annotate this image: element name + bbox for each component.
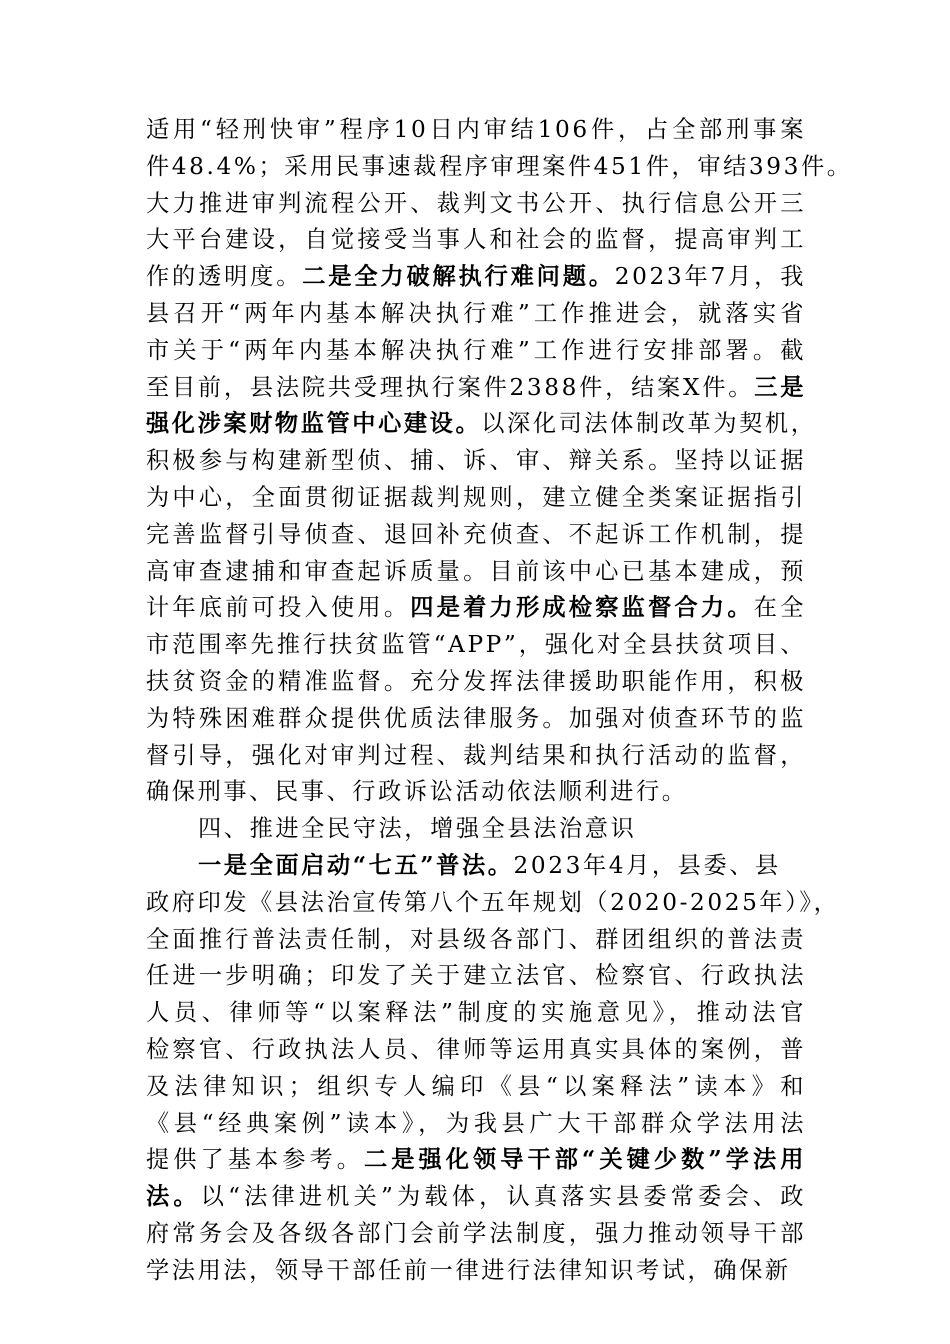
text-run: 为中心，全面贯彻证据裁判规则，建立健全类案证据指引 — [146, 483, 806, 511]
bold-run: 四是着力形成检察监督合力。 — [410, 594, 754, 622]
text-run: 高审查逮捕和审查起诉质量。目前该中心已基本建成，预 — [146, 557, 806, 585]
text-run: 件48.4%；采用民事速裁程序审理案件451件，审结393件。 — [146, 152, 853, 180]
bold-run: 强化涉案财物监管中心建设。 — [146, 410, 482, 438]
text-line — [146, 848, 806, 885]
text-run: 全面推行普法责任制，对县级各部门、群团组织的普法责 — [146, 925, 806, 953]
bold-run: 法。 — [146, 1183, 201, 1211]
text-run: 检察官、行政执法人员、律师等运用真实具体的案例，普 — [146, 1035, 806, 1063]
text-line — [146, 811, 806, 848]
text-line — [146, 149, 853, 186]
text-line — [146, 590, 806, 627]
text-line — [146, 259, 806, 296]
text-line — [146, 1106, 806, 1143]
text-run: 市关于“两年内基本解决执行难”工作进行安排部署。截 — [146, 336, 806, 364]
text-run: 大力推进审判流程公开、裁判文书公开、执行信息公开三 — [146, 189, 806, 217]
bold-run: 三是 — [754, 373, 807, 401]
text-run: 为特殊困难群众提供优质法律服务。加强对侦查环节的监 — [146, 704, 806, 732]
text-run: 以深化司法体制改革为契机， — [481, 410, 817, 438]
text-run: 以“法律进机关”为载体，认真落实县委常委会、政 — [200, 1183, 806, 1211]
text-line — [146, 1253, 806, 1290]
text-line — [146, 738, 806, 775]
text-run: 作的透明度。 — [146, 263, 303, 291]
text-run: 市范围率先推行扶贫监管“APP”，强化对全县扶贫项目、 — [146, 631, 806, 659]
text-line — [146, 701, 806, 738]
paragraph — [146, 811, 806, 848]
text-run: 政府印发《县法治宣传第八个五年规划（2020-2025年）》， — [146, 888, 840, 916]
text-line — [146, 333, 806, 370]
bold-run: 一是全面启动“七五”普法。 — [198, 851, 514, 879]
text-run: 完善监督引导侦查、退回补充侦查、不起诉工作机制，提 — [146, 520, 806, 548]
text-line — [146, 1179, 806, 1216]
text-run: 适用“轻刑快审”程序10日内审结106件，占全部刑事案 — [146, 116, 806, 143]
text-run: 在全 — [753, 594, 806, 622]
document-body — [146, 112, 853, 1290]
text-line — [146, 885, 840, 922]
text-run: 确保刑事、民事、行政诉讼活动依法顺利进行。 — [146, 778, 688, 806]
paragraph — [146, 885, 840, 1290]
text-run: 积极参与构建新型侦、捕、诉、审、辩关系。坚持以证据 — [146, 447, 806, 475]
text-run: 任进一步明确；印发了关于建立法官、检察官、行政执法 — [146, 962, 806, 990]
text-line — [146, 1216, 806, 1253]
text-line — [146, 480, 806, 517]
text-line — [146, 296, 806, 333]
text-run: 府常务会及各级各部门会前学法制度，强力推动领导干部 — [146, 1219, 806, 1247]
text-line — [146, 406, 817, 443]
text-line — [146, 958, 806, 995]
text-run: 扶贫资金的精准监督。充分发挥法律援助职能作用，积极 — [146, 667, 806, 695]
text-run: 提供了基本参考。 — [146, 1146, 364, 1174]
text-line — [146, 1069, 806, 1106]
text-line — [146, 370, 806, 407]
text-line — [146, 112, 806, 149]
text-line — [146, 517, 806, 554]
text-line — [146, 1032, 806, 1069]
paragraph — [146, 112, 853, 811]
text-run: 计年底前可投入使用。 — [146, 594, 411, 622]
text-line — [146, 627, 806, 664]
paragraph — [146, 848, 806, 885]
text-run: 《县“经典案例”读本》，为我县广大干部群众学法用法 — [146, 1109, 806, 1137]
text-run: 大平台建设，自觉接受当事人和社会的监督，提高审判工 — [146, 226, 806, 254]
text-line — [146, 664, 806, 701]
text-run: 及法律知识；组织专人编印《县“以案释法”读本》和 — [146, 1072, 806, 1100]
text-line — [146, 922, 806, 959]
text-line — [146, 554, 806, 591]
text-run: 2023年7月，我 — [614, 263, 806, 291]
bold-run: 二是强化领导干部“关键少数”学法用 — [363, 1146, 806, 1174]
text-run: 督引导，强化对审判过程、裁判结果和执行活动的监督， — [146, 741, 806, 769]
text-line — [146, 443, 806, 480]
text-run: 学法用法，领导干部任前一律进行法律知识考试，确保新 — [146, 1256, 791, 1284]
text-line — [146, 774, 806, 811]
text-run: 四、推进全民守法，增强全县法治意识 — [198, 815, 637, 843]
text-run: 人员、律师等“以案释法”制度的实施意见》，推动法官 — [146, 999, 806, 1027]
text-line — [146, 995, 806, 1032]
text-run: 至目前，县法院共受理执行案件2388件，结案X件。 — [146, 373, 755, 401]
text-line — [146, 186, 806, 223]
text-line — [146, 1142, 806, 1179]
text-line — [146, 222, 806, 259]
text-run: 县召开“两年内基本解决执行难”工作推进会，就落实省 — [146, 299, 806, 327]
text-run: 2023年4月，县委、县 — [513, 851, 781, 879]
bold-run: 二是全力破解执行难问题。 — [302, 263, 615, 291]
